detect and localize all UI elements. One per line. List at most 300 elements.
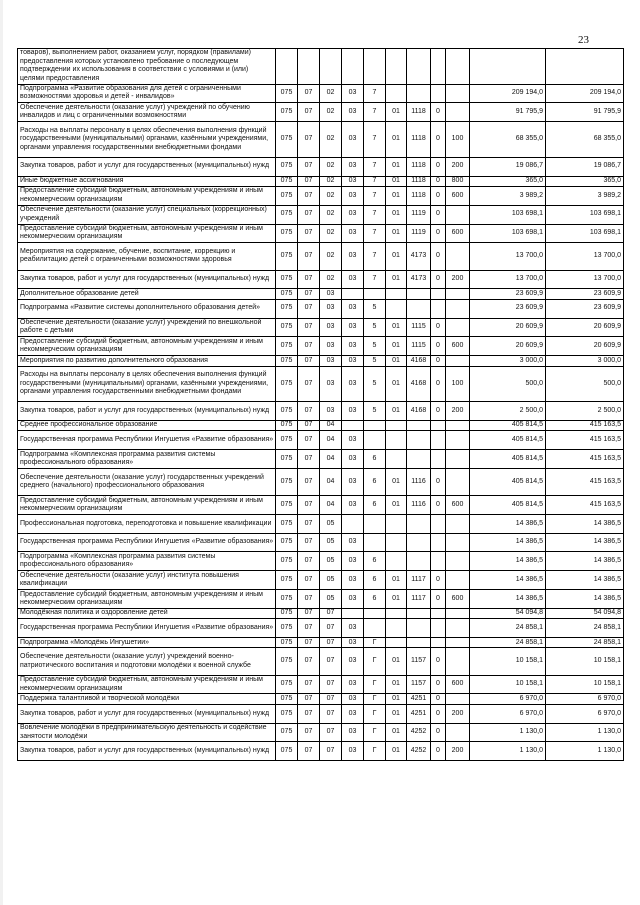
code-cell: 01: [386, 318, 407, 337]
code-cell: 075: [276, 450, 298, 469]
code-cell: 01: [386, 648, 407, 675]
row-name: Государственная программа Республики Ингушетия «Развитие образования»: [18, 431, 276, 450]
row-name: Расходы на выплаты персоналу в целях обеспечения выполнения функций государственными (муниципальными) органами, казёнными учреждениями, органами управления государственными внебюджетными фондами: [18, 122, 276, 158]
code-cell: 075: [276, 243, 298, 270]
code-cell: 03: [342, 186, 364, 205]
code-cell: [276, 49, 298, 85]
code-cell: 1157: [407, 675, 431, 694]
code-cell: [386, 289, 407, 299]
code-cell: 7: [364, 176, 386, 186]
code-cell: [446, 420, 470, 430]
code-cell: 07: [298, 431, 320, 450]
code-cell: 01: [386, 704, 407, 723]
code-cell: [407, 84, 431, 103]
amount-cell: 23 609,9: [470, 289, 546, 299]
amount-cell: 68 355,0: [546, 122, 624, 158]
code-cell: 07: [298, 514, 320, 533]
code-cell: 03: [320, 299, 342, 318]
row-name: Вовлечение молодёжи в предпринимательскую деятельность и содействие занятости молодёжи: [18, 723, 276, 742]
code-cell: 7: [364, 186, 386, 205]
code-cell: 01: [386, 366, 407, 402]
code-cell: Г: [364, 704, 386, 723]
code-cell: 03: [342, 431, 364, 450]
table-row: [18, 366, 624, 402]
row-name: Обеспечение деятельности (оказание услуг) учреждений военно-патриотического воспитания и подготовки молодёжи к военной службе: [18, 648, 276, 675]
row-name: Закупка товаров, работ и услуг для государственных (муниципальных) нужд: [18, 270, 276, 289]
code-cell: 5: [364, 299, 386, 318]
code-cell: 075: [276, 704, 298, 723]
code-cell: [446, 356, 470, 366]
code-cell: [364, 431, 386, 450]
code-cell: 075: [276, 571, 298, 590]
code-cell: [407, 533, 431, 552]
code-cell: 200: [446, 270, 470, 289]
table-row: [18, 337, 624, 356]
code-cell: 0: [431, 243, 446, 270]
code-cell: 07: [298, 619, 320, 638]
code-cell: 075: [276, 552, 298, 571]
code-cell: 04: [320, 468, 342, 495]
code-cell: 0: [431, 122, 446, 158]
code-cell: [446, 431, 470, 450]
table-row: [18, 675, 624, 694]
code-cell: [364, 49, 386, 85]
code-cell: 03: [320, 366, 342, 402]
amount-cell: 6 970,0: [546, 704, 624, 723]
row-name: товаров), выполнением работ, оказанием услуг, порядком (правилами) предоставления которых установлено требование о последующем подтверждении их использования в соответствии с условиями и (или) целями предоставления: [18, 49, 276, 85]
code-cell: [386, 608, 407, 618]
code-cell: 0: [431, 694, 446, 704]
amount-cell: 13 700,0: [470, 270, 546, 289]
code-cell: [386, 431, 407, 450]
code-cell: 075: [276, 431, 298, 450]
code-cell: 7: [364, 122, 386, 158]
row-name: Молодёжная политика и оздоровление детей: [18, 608, 276, 618]
code-cell: 02: [320, 103, 342, 122]
amount-cell: 68 355,0: [470, 122, 546, 158]
code-cell: [446, 638, 470, 648]
code-cell: 03: [320, 356, 342, 366]
code-cell: 0: [431, 176, 446, 186]
amount-cell: 405 814,5: [470, 420, 546, 430]
code-cell: 07: [298, 723, 320, 742]
code-cell: 075: [276, 514, 298, 533]
amount-cell: 24 858,1: [546, 638, 624, 648]
code-cell: 075: [276, 496, 298, 515]
code-cell: 05: [320, 533, 342, 552]
row-name: Предоставление субсидий бюджетным, автономным учреждениям и иным некоммерческим организациям: [18, 224, 276, 243]
code-cell: 07: [298, 742, 320, 761]
amount-cell: 6 970,0: [470, 704, 546, 723]
amount-cell: 3 000,0: [546, 356, 624, 366]
amount-cell: 14 386,5: [470, 571, 546, 590]
amount-cell: 10 158,1: [546, 675, 624, 694]
row-name: Подпрограмма «Молодёжь Ингушетии»: [18, 638, 276, 648]
row-name: Обеспечение деятельности (оказание услуг) государственных учреждений среднего (начального) профессионального образования: [18, 468, 276, 495]
row-name: Подпрограмма «Развитие образования для детей с ограниченными возможностями здоровья и детей - инвалидов»: [18, 84, 276, 103]
code-cell: 6: [364, 496, 386, 515]
table-row: [18, 224, 624, 243]
amount-cell: 2 500,0: [546, 402, 624, 421]
code-cell: 05: [320, 552, 342, 571]
code-cell: 0: [431, 318, 446, 337]
amount-cell: 19 086,7: [470, 157, 546, 176]
row-name: Закупка товаров, работ и услуг для государственных (муниципальных) нужд: [18, 742, 276, 761]
code-cell: 075: [276, 103, 298, 122]
code-cell: 07: [298, 402, 320, 421]
code-cell: 07: [298, 533, 320, 552]
code-cell: [386, 514, 407, 533]
amount-cell: 415 163,5: [546, 431, 624, 450]
code-cell: 07: [320, 742, 342, 761]
code-cell: 07: [320, 675, 342, 694]
code-cell: 03: [342, 176, 364, 186]
row-name: Обеспечение деятельности (оказание услуг) специальных (коррекционных) учреждений: [18, 205, 276, 224]
code-cell: 6: [364, 590, 386, 609]
code-cell: 02: [320, 122, 342, 158]
code-cell: [446, 299, 470, 318]
code-cell: 01: [386, 103, 407, 122]
code-cell: 07: [320, 619, 342, 638]
code-cell: 01: [386, 122, 407, 158]
amount-cell: 6 970,0: [470, 694, 546, 704]
amount-cell: 209 194,0: [470, 84, 546, 103]
code-cell: 03: [342, 742, 364, 761]
code-cell: [446, 514, 470, 533]
amount-cell: 103 698,1: [470, 205, 546, 224]
code-cell: Г: [364, 723, 386, 742]
code-cell: 075: [276, 157, 298, 176]
code-cell: 03: [342, 157, 364, 176]
row-name: Иные бюджетные ассигнования: [18, 176, 276, 186]
code-cell: 0: [431, 186, 446, 205]
code-cell: 100: [446, 366, 470, 402]
code-cell: [364, 514, 386, 533]
code-cell: 03: [342, 533, 364, 552]
amount-cell: 1 130,0: [470, 742, 546, 761]
amount-cell: 20 609,9: [470, 337, 546, 356]
code-cell: [407, 552, 431, 571]
code-cell: 03: [342, 224, 364, 243]
code-cell: [446, 608, 470, 618]
code-cell: [342, 420, 364, 430]
code-cell: 0: [431, 205, 446, 224]
code-cell: [446, 243, 470, 270]
code-cell: [407, 431, 431, 450]
row-name: Обеспечение деятельности (оказание услуг) учреждений по внешкольной работе с детьми: [18, 318, 276, 337]
row-name: Среднее профессиональное образование: [18, 420, 276, 430]
code-cell: [386, 299, 407, 318]
code-cell: 01: [386, 356, 407, 366]
code-cell: 04: [320, 496, 342, 515]
row-name: Предоставление субсидий бюджетным, автономным учреждениям и иным некоммерческим организациям: [18, 496, 276, 515]
code-cell: 1119: [407, 205, 431, 224]
amount-cell: 500,0: [546, 366, 624, 402]
code-cell: 03: [342, 468, 364, 495]
row-name: Государственная программа Республики Ингушетия «Развитие образования»: [18, 619, 276, 638]
code-cell: 1117: [407, 590, 431, 609]
code-cell: [386, 533, 407, 552]
page-number: 23: [578, 34, 589, 46]
amount-cell: 2 500,0: [470, 402, 546, 421]
code-cell: [407, 619, 431, 638]
code-cell: 03: [342, 619, 364, 638]
code-cell: 07: [298, 420, 320, 430]
code-cell: [364, 533, 386, 552]
code-cell: 4168: [407, 356, 431, 366]
row-name: Предоставление субсидий бюджетным, автономным учреждениям и иным некоммерческим организациям: [18, 590, 276, 609]
code-cell: [446, 103, 470, 122]
amount-cell: 405 814,5: [470, 431, 546, 450]
amount-cell: 405 814,5: [470, 450, 546, 469]
code-cell: 7: [364, 270, 386, 289]
code-cell: [342, 608, 364, 618]
code-cell: 6: [364, 450, 386, 469]
code-cell: 03: [320, 402, 342, 421]
code-cell: [298, 49, 320, 85]
amount-cell: 10 158,1: [546, 648, 624, 675]
amount-cell: 1 130,0: [546, 723, 624, 742]
code-cell: 075: [276, 84, 298, 103]
amount-cell: 14 386,5: [546, 571, 624, 590]
code-cell: 03: [342, 299, 364, 318]
code-cell: 0: [431, 704, 446, 723]
amount-cell: 23 609,9: [470, 299, 546, 318]
code-cell: 075: [276, 619, 298, 638]
code-cell: 100: [446, 122, 470, 158]
code-cell: [431, 431, 446, 450]
code-cell: 4168: [407, 402, 431, 421]
code-cell: 01: [386, 694, 407, 704]
code-cell: 07: [298, 590, 320, 609]
table-row: [18, 450, 624, 469]
code-cell: 600: [446, 186, 470, 205]
code-cell: 075: [276, 224, 298, 243]
code-cell: Г: [364, 694, 386, 704]
code-cell: 600: [446, 590, 470, 609]
code-cell: 075: [276, 366, 298, 402]
code-cell: 07: [298, 694, 320, 704]
code-cell: 07: [298, 243, 320, 270]
code-cell: 07: [298, 648, 320, 675]
code-cell: [431, 619, 446, 638]
code-cell: [446, 450, 470, 469]
code-cell: 4252: [407, 723, 431, 742]
code-cell: 07: [320, 723, 342, 742]
row-name: Обеспечение деятельности (оказание услуг) учреждений по обучению инвалидов и лиц с ограниченными возможностями: [18, 103, 276, 122]
amount-cell: 20 609,9: [546, 337, 624, 356]
code-cell: [431, 450, 446, 469]
code-cell: 1118: [407, 157, 431, 176]
code-cell: 07: [298, 704, 320, 723]
amount-cell: 24 858,1: [470, 619, 546, 638]
code-cell: 200: [446, 742, 470, 761]
table-row: [18, 176, 624, 186]
code-cell: 075: [276, 337, 298, 356]
table-row: [18, 299, 624, 318]
amount-cell: [546, 49, 624, 85]
amount-cell: 13 700,0: [546, 243, 624, 270]
code-cell: 03: [342, 402, 364, 421]
table-row: [18, 742, 624, 761]
amount-cell: 415 163,5: [546, 496, 624, 515]
code-cell: 7: [364, 103, 386, 122]
amount-cell: 14 386,5: [546, 590, 624, 609]
code-cell: Г: [364, 638, 386, 648]
code-cell: 05: [320, 514, 342, 533]
table-row: [18, 468, 624, 495]
code-cell: [407, 299, 431, 318]
code-cell: Г: [364, 742, 386, 761]
code-cell: 03: [342, 270, 364, 289]
code-cell: 07: [298, 270, 320, 289]
amount-cell: 24 858,1: [470, 638, 546, 648]
code-cell: 0: [431, 366, 446, 402]
code-cell: 07: [298, 450, 320, 469]
code-cell: 4168: [407, 366, 431, 402]
code-cell: [386, 638, 407, 648]
code-cell: 600: [446, 496, 470, 515]
code-cell: 07: [320, 608, 342, 618]
amount-cell: 14 386,5: [470, 590, 546, 609]
table-row: [18, 496, 624, 515]
code-cell: 075: [276, 402, 298, 421]
code-cell: [386, 450, 407, 469]
code-cell: 07: [298, 608, 320, 618]
code-cell: 03: [342, 356, 364, 366]
code-cell: 0: [431, 402, 446, 421]
code-cell: 01: [386, 224, 407, 243]
code-cell: 07: [298, 289, 320, 299]
table-row: [18, 533, 624, 552]
amount-cell: 13 700,0: [546, 270, 624, 289]
table-row: [18, 420, 624, 430]
code-cell: 075: [276, 299, 298, 318]
code-cell: 01: [386, 402, 407, 421]
code-cell: 6: [364, 571, 386, 590]
table-row: [18, 723, 624, 742]
table-row: [18, 704, 624, 723]
code-cell: [407, 608, 431, 618]
amount-cell: 3 989,2: [546, 186, 624, 205]
code-cell: [446, 49, 470, 85]
code-cell: [407, 289, 431, 299]
table-row: [18, 638, 624, 648]
code-cell: 200: [446, 157, 470, 176]
code-cell: [364, 608, 386, 618]
code-cell: 03: [342, 122, 364, 158]
code-cell: 0: [431, 468, 446, 495]
code-cell: 07: [298, 552, 320, 571]
code-cell: 01: [386, 675, 407, 694]
code-cell: [431, 552, 446, 571]
code-cell: [386, 420, 407, 430]
code-cell: 1117: [407, 571, 431, 590]
code-cell: [431, 638, 446, 648]
code-cell: [407, 638, 431, 648]
code-cell: 0: [431, 224, 446, 243]
table-row: [18, 84, 624, 103]
amount-cell: 6 970,0: [546, 694, 624, 704]
code-cell: [446, 533, 470, 552]
code-cell: 01: [386, 571, 407, 590]
code-cell: [386, 84, 407, 103]
amount-cell: 10 158,1: [470, 648, 546, 675]
code-cell: 07: [298, 299, 320, 318]
code-cell: 075: [276, 742, 298, 761]
code-cell: [364, 289, 386, 299]
code-cell: [446, 619, 470, 638]
row-name: Закупка товаров, работ и услуг для государственных (муниципальных) нужд: [18, 157, 276, 176]
row-name: Предоставление субсидий бюджетным, автономным учреждениям и иным некоммерческим организациям: [18, 337, 276, 356]
code-cell: 02: [320, 270, 342, 289]
code-cell: 07: [298, 224, 320, 243]
code-cell: 0: [431, 356, 446, 366]
code-cell: [386, 552, 407, 571]
code-cell: 07: [298, 468, 320, 495]
code-cell: [446, 571, 470, 590]
code-cell: 4252: [407, 742, 431, 761]
code-cell: 7: [364, 157, 386, 176]
code-cell: 04: [320, 450, 342, 469]
table-row: [18, 648, 624, 675]
code-cell: [431, 514, 446, 533]
code-cell: 5: [364, 356, 386, 366]
code-cell: 02: [320, 84, 342, 103]
budget-table: [17, 48, 624, 761]
amount-cell: 19 086,7: [546, 157, 624, 176]
amount-cell: 23 609,9: [546, 289, 624, 299]
code-cell: 04: [320, 431, 342, 450]
row-name: Подпрограмма «Развитие системы дополнительного образования детей»: [18, 299, 276, 318]
code-cell: 0: [431, 337, 446, 356]
code-cell: 03: [320, 318, 342, 337]
amount-cell: [470, 49, 546, 85]
code-cell: 02: [320, 205, 342, 224]
code-cell: 07: [298, 571, 320, 590]
code-cell: 075: [276, 608, 298, 618]
amount-cell: 54 094,8: [470, 608, 546, 618]
code-cell: 0: [431, 742, 446, 761]
table-row: [18, 49, 624, 85]
code-cell: 075: [276, 675, 298, 694]
amount-cell: 415 163,5: [546, 450, 624, 469]
code-cell: [446, 552, 470, 571]
amount-cell: 23 609,9: [546, 299, 624, 318]
row-name: Закупка товаров, работ и услуг для государственных (муниципальных) нужд: [18, 704, 276, 723]
code-cell: 1115: [407, 337, 431, 356]
code-cell: [342, 289, 364, 299]
code-cell: 07: [298, 122, 320, 158]
code-cell: 03: [342, 675, 364, 694]
code-cell: [407, 49, 431, 85]
code-cell: 07: [320, 648, 342, 675]
code-cell: [446, 84, 470, 103]
code-cell: 075: [276, 289, 298, 299]
code-cell: 4173: [407, 270, 431, 289]
code-cell: 03: [342, 590, 364, 609]
code-cell: 7: [364, 205, 386, 224]
row-name: Подпрограмма «Комплексная программа развития системы профессионального образования»: [18, 450, 276, 469]
amount-cell: 405 814,5: [470, 468, 546, 495]
table-row: [18, 571, 624, 590]
code-cell: 7: [364, 84, 386, 103]
code-cell: 07: [298, 176, 320, 186]
code-cell: 01: [386, 742, 407, 761]
code-cell: [431, 420, 446, 430]
code-cell: 03: [342, 243, 364, 270]
code-cell: [431, 533, 446, 552]
